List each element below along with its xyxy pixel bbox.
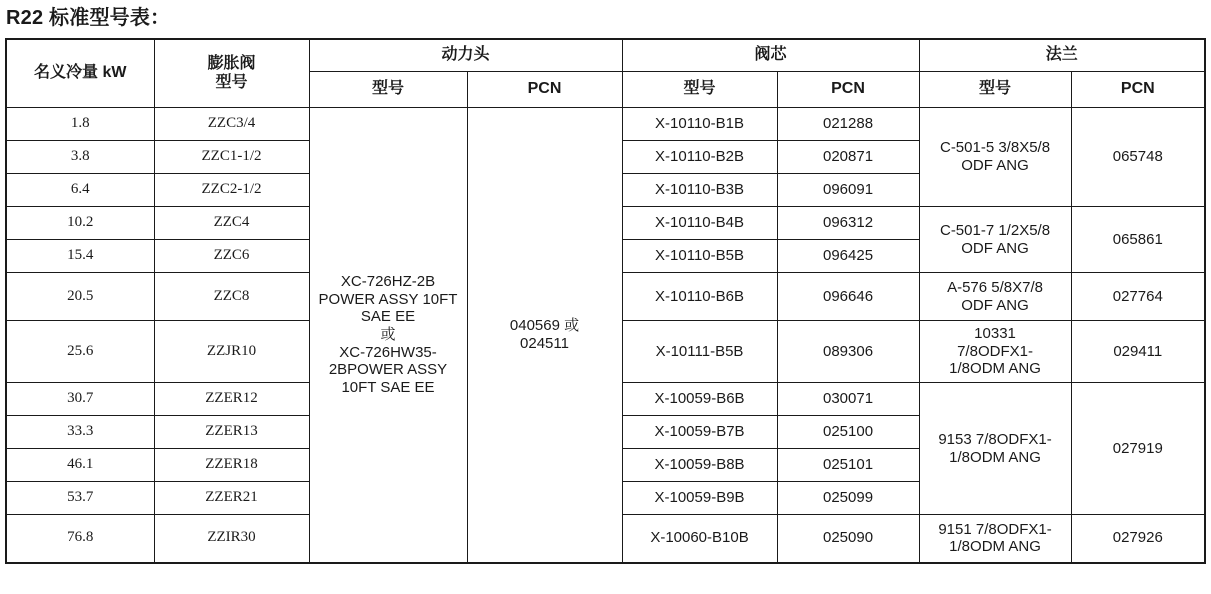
power-head-line: SAE EE <box>360 308 416 326</box>
flange-line: C-501-5 3/8X5/8 <box>939 139 1051 157</box>
flange-line: ODF ANG <box>961 157 1029 174</box>
flange-line: ODF ANG <box>961 296 1029 314</box>
cell-capacity: 46.1 <box>6 449 154 482</box>
cell-valve-core-pcn: 020871 <box>777 141 919 174</box>
cell-expansion-valve-model: ZZC6 <box>154 240 309 273</box>
cell-valve-core-model: X-10059-B7B <box>622 416 777 449</box>
table-row <box>6 108 1205 141</box>
table-header-row-groups <box>6 39 1205 72</box>
header-valve-core: 阀芯 <box>622 39 919 72</box>
cell-expansion-valve-model: ZZC1-1/2 <box>154 141 309 174</box>
cell-valve-core-model: X-10111-B5B <box>622 321 777 383</box>
flange-line: 9153 7/8ODFX1- <box>938 430 1052 448</box>
cell-flange-model <box>919 273 1071 321</box>
cell-flange-model <box>919 108 1071 207</box>
cell-expansion-valve-model: ZZIR30 <box>154 515 309 563</box>
cell-valve-core-pcn: 021288 <box>777 108 919 141</box>
cell-capacity: 20.5 <box>6 273 154 321</box>
cell-power-head-model <box>309 108 467 563</box>
flange-line: 9151 7/8ODFX1- <box>938 520 1052 538</box>
cell-capacity: 33.3 <box>6 416 154 449</box>
cell-valve-core-model: X-10059-B9B <box>622 482 777 515</box>
page-title: R22 标准型号表： <box>6 7 171 29</box>
cell-capacity: 25.6 <box>6 321 154 383</box>
flange-line: 1/8ODM ANG <box>949 538 1041 556</box>
power-head-line: XC-726HW35- <box>339 343 437 361</box>
cell-valve-core-pcn: 025100 <box>777 416 919 449</box>
power-head-line: 2BPOWER ASSY <box>328 361 448 379</box>
table-head <box>6 39 1205 108</box>
cell-flange-pcn: 027764 <box>1071 273 1205 321</box>
cell-capacity: 76.8 <box>6 515 154 563</box>
cell-expansion-valve-model: ZZC3/4 <box>154 108 309 141</box>
cell-capacity: 3.8 <box>6 141 154 174</box>
cell-flange-pcn: 027919 <box>1071 383 1205 515</box>
cell-valve-core-pcn: 096091 <box>777 174 919 207</box>
cell-valve-core-pcn: 096646 <box>777 273 919 321</box>
header-power-head-model: 型号 <box>309 72 467 108</box>
flange-line: 7/8ODFX1- <box>957 342 1033 360</box>
cell-flange-model <box>919 383 1071 515</box>
cell-valve-core-model: X-10110-B6B <box>622 273 777 321</box>
header-expansion-valve-line2: 型号 <box>215 73 248 91</box>
header-capacity: 名义冷量 kW <box>6 39 154 108</box>
cell-valve-core-model: X-10059-B8B <box>622 449 777 482</box>
flange-line: 10331 <box>974 324 1016 342</box>
cell-flange-pcn: 065748 <box>1071 108 1205 207</box>
cell-valve-core-model: X-10110-B2B <box>622 141 777 174</box>
header-expansion-valve <box>154 39 309 108</box>
cell-valve-core-pcn: 025101 <box>777 449 919 482</box>
flange-line: ODF ANG <box>961 239 1029 257</box>
cell-expansion-valve-model: ZZER21 <box>154 482 309 515</box>
flange-line: 1/8ODM ANG <box>949 448 1041 466</box>
cell-valve-core-pcn: 025090 <box>777 515 919 563</box>
flange-line: 1/8ODM ANG <box>949 360 1041 378</box>
cell-expansion-valve-model: ZZJR10 <box>154 321 309 383</box>
cell-expansion-valve-model: ZZER13 <box>154 416 309 449</box>
power-head-line: POWER ASSY 10FT <box>318 290 458 308</box>
cell-expansion-valve-model: ZZC2-1/2 <box>154 174 309 207</box>
spec-table <box>5 38 1206 564</box>
flange-line: A-576 5/8X7/8 <box>947 278 1043 296</box>
header-flange-model: 型号 <box>919 72 1071 108</box>
header-flange-pcn: PCN <box>1071 72 1205 108</box>
header-valve-core-pcn: PCN <box>777 72 919 108</box>
cell-expansion-valve-model: ZZER12 <box>154 383 309 416</box>
header-power-head: 动力头 <box>309 39 622 72</box>
cell-valve-core-model: X-10060-B10B <box>622 515 777 563</box>
cell-valve-core-model: X-10110-B4B <box>622 207 777 240</box>
cell-valve-core-model: X-10110-B3B <box>622 174 777 207</box>
cell-valve-core-pcn: 096312 <box>777 207 919 240</box>
power-head-line: XC-726HZ-2B <box>340 272 436 290</box>
cell-capacity: 6.4 <box>6 174 154 207</box>
cell-flange-model <box>919 321 1071 383</box>
cell-capacity: 30.7 <box>6 383 154 416</box>
header-expansion-valve-line1: 膨胀阀 <box>207 54 256 72</box>
cell-valve-core-pcn: 096425 <box>777 240 919 273</box>
cell-valve-core-model: X-10110-B1B <box>622 108 777 141</box>
cell-capacity: 10.2 <box>6 207 154 240</box>
cell-capacity: 1.8 <box>6 108 154 141</box>
power-head-line: 10FT SAE EE <box>341 378 435 396</box>
cell-expansion-valve-model: ZZER18 <box>154 449 309 482</box>
cell-flange-pcn: 029411 <box>1071 321 1205 383</box>
cell-flange-model <box>919 515 1071 563</box>
cell-expansion-valve-model: ZZC4 <box>154 207 309 240</box>
power-head-pcn-line: 024511 <box>520 334 569 352</box>
cell-flange-pcn: 027926 <box>1071 515 1205 563</box>
header-valve-core-model: 型号 <box>622 72 777 108</box>
cell-expansion-valve-model: ZZC8 <box>154 273 309 321</box>
cell-valve-core-model: X-10059-B6B <box>622 383 777 416</box>
cell-power-head-pcn <box>467 108 622 563</box>
cell-flange-model <box>919 207 1071 273</box>
cell-valve-core-pcn: 089306 <box>777 321 919 383</box>
table-body <box>6 108 1205 563</box>
flange-line: C-501-7 1/2X5/8 <box>939 221 1051 239</box>
cell-valve-core-pcn: 025099 <box>777 482 919 515</box>
cell-flange-pcn: 065861 <box>1071 207 1205 273</box>
power-head-pcn-line: 040569 或 <box>509 317 580 335</box>
header-flange: 法兰 <box>919 39 1205 72</box>
cell-capacity: 53.7 <box>6 482 154 515</box>
cell-valve-core-model: X-10110-B5B <box>622 240 777 273</box>
cell-valve-core-pcn: 030071 <box>777 383 919 416</box>
cell-capacity: 15.4 <box>6 240 154 273</box>
header-power-head-pcn: PCN <box>467 72 622 108</box>
power-head-line: 或 <box>380 325 396 343</box>
